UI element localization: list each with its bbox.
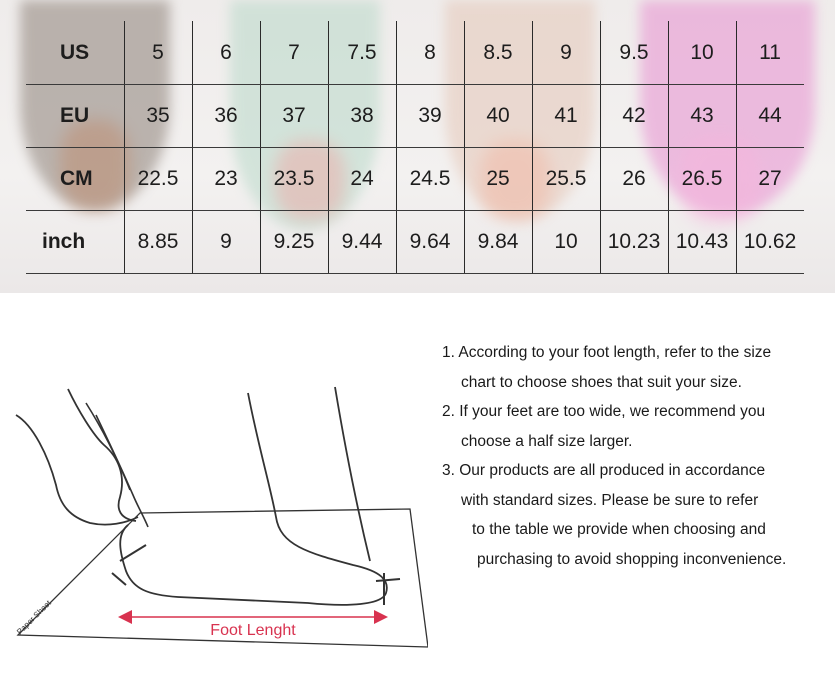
size-cell: 9.64 (396, 211, 464, 274)
size-row-inch (26, 211, 804, 274)
size-cell: 44 (736, 85, 804, 148)
size-cell: 10 (668, 21, 736, 85)
instruction-item (442, 397, 835, 456)
size-cell: 40 (464, 85, 532, 148)
size-cell: 8 (396, 21, 464, 85)
size-cell: 24 (328, 148, 396, 211)
size-row-us (26, 21, 804, 85)
arrow-right-icon (374, 610, 388, 624)
foot-length-label: Foot Lenght (210, 622, 296, 639)
instruction-item (442, 338, 835, 397)
size-cell: 43 (668, 85, 736, 148)
hand-outline (68, 389, 136, 521)
foot-measuring-illustration (8, 385, 428, 655)
size-chart-table (26, 21, 804, 274)
size-cell: 36 (192, 85, 260, 148)
size-row-eu (26, 85, 804, 148)
size-cell: 25 (464, 148, 532, 211)
row-header: US (26, 21, 124, 85)
instruction-number: 3. (442, 462, 455, 479)
instruction-text: with standard sizes. Please be sure to refer (461, 491, 759, 509)
size-cell: 26 (600, 148, 668, 211)
measuring-instructions (442, 338, 835, 574)
size-cell: 41 (532, 85, 600, 148)
size-cell: 9.5 (600, 21, 668, 85)
paper-sheet-label: Paper Sheet (15, 598, 53, 637)
instruction-text: purchasing to avoid shopping inconvenience. (477, 550, 787, 568)
instruction-item (442, 456, 835, 574)
instruction-text: to the table we provide when choosing and (472, 521, 766, 538)
size-cell: 9.84 (464, 211, 532, 274)
size-cell: 23.5 (260, 148, 328, 211)
size-cell: 7 (260, 21, 328, 85)
arrow-left-icon (118, 610, 132, 624)
size-cell: 10.43 (668, 211, 736, 274)
size-cell: 37 (260, 85, 328, 148)
size-cell: 5 (124, 21, 192, 85)
size-cell: 39 (396, 85, 464, 148)
size-cell: 42 (600, 85, 668, 148)
size-cell: 10 (532, 211, 600, 274)
size-cell: 35 (124, 85, 192, 148)
size-cell: 6 (192, 21, 260, 85)
size-cell: 24.5 (396, 148, 464, 211)
row-header: EU (26, 85, 124, 148)
instruction-text: Our products are all produced in accordance (459, 462, 766, 479)
size-row-cm (26, 148, 804, 211)
pencil-icon (86, 403, 130, 490)
instruction-text: If your feet are too wide, we recommend you (459, 403, 766, 420)
row-header: inch (26, 211, 124, 274)
size-chart-banner (0, 0, 835, 293)
foot-outline (120, 393, 387, 605)
size-cell: 23 (192, 148, 260, 211)
leg-outline (335, 387, 370, 561)
instruction-text: chart to choose shoes that suit your size. (461, 373, 742, 391)
size-cell: 27 (736, 148, 804, 211)
instruction-text: According to your foot length, refer to the size (458, 344, 772, 361)
row-header: CM (26, 148, 124, 211)
size-cell: 10.62 (736, 211, 804, 274)
trace-mark (112, 545, 146, 585)
size-cell: 22.5 (124, 148, 192, 211)
size-cell: 9 (532, 21, 600, 85)
size-cell: 9.25 (260, 211, 328, 274)
size-cell: 25.5 (532, 148, 600, 211)
instruction-number: 2. (442, 403, 455, 420)
size-cell: 9.44 (328, 211, 396, 274)
size-cell: 11 (736, 21, 804, 85)
instruction-number: 1. (442, 344, 455, 361)
size-cell: 26.5 (668, 148, 736, 211)
size-cell: 9 (192, 211, 260, 274)
size-cell: 8.5 (464, 21, 532, 85)
size-cell: 10.23 (600, 211, 668, 274)
size-cell: 7.5 (328, 21, 396, 85)
size-cell: 38 (328, 85, 396, 148)
instruction-text: choose a half size larger. (461, 432, 633, 450)
size-cell: 8.85 (124, 211, 192, 274)
